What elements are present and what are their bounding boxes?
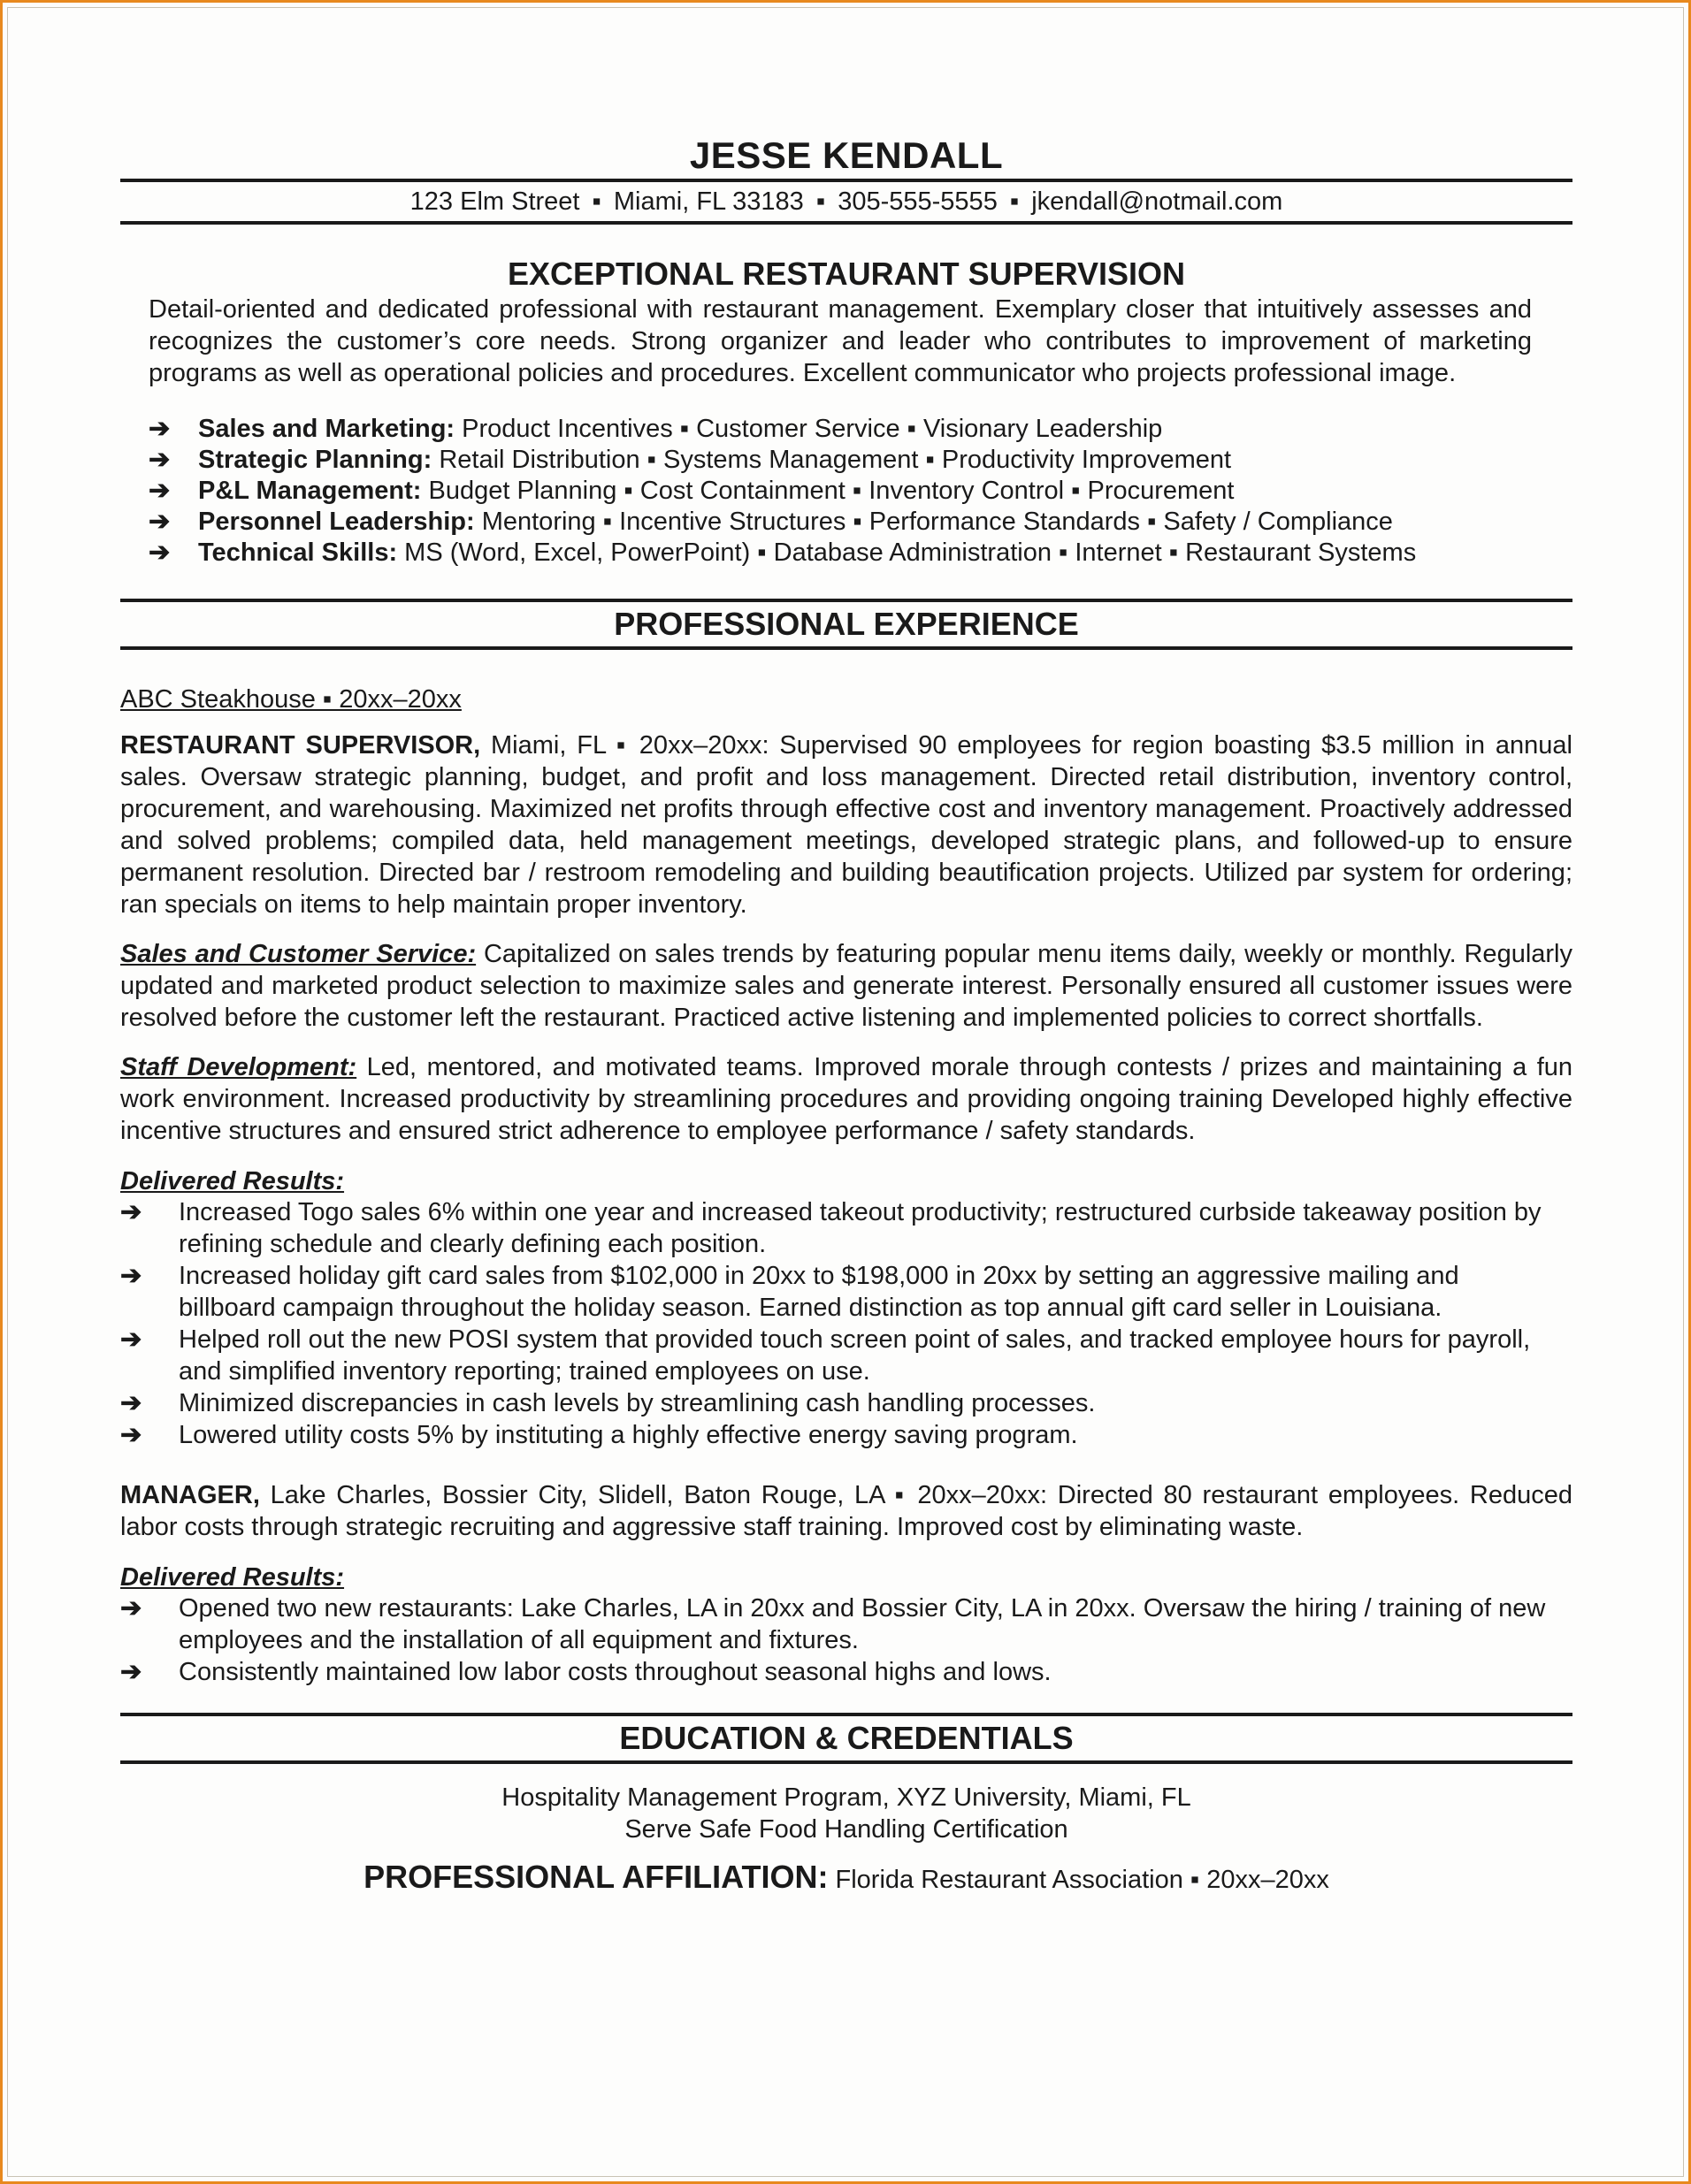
contact-line — [120, 182, 1572, 221]
summary-text: Detail-oriented and dedicated professional with restaurant management. Exemplary closer that intuitively assesses and recognizes the customer’s core needs. Strong organizer and leader who contributes to improvement of marketing programs as well as operational policies and procedures. Excellent communicator who projects professional image. — [149, 295, 1532, 387]
supervisor-paragraph — [120, 729, 1572, 920]
staff-paragraph — [120, 1051, 1572, 1147]
result-text: Lowered utility costs 5% by instituting a highly effective energy saving program. — [179, 1421, 1078, 1449]
arrow-icon: ➔ — [120, 1198, 142, 1226]
arrow-icon: ➔ — [120, 1325, 142, 1354]
candidate-name: JESSE KENDALL — [689, 134, 1004, 176]
results-heading: Delivered Results: — [120, 1563, 345, 1592]
skill-items: Mentoring ▪ Incentive Structures ▪ Performance Standards ▪ Safety / Compliance — [474, 508, 1393, 536]
skill-label: P&L Management: — [198, 477, 422, 505]
contact-city: Miami, FL 33183 — [613, 187, 804, 216]
resume-document — [120, 133, 1572, 2149]
sales-text: Capitalized on sales trends by featuring popular menu items daily, weekly or monthly. Regularly updated and marketed product selection to maximize sales and generate interest. Personally ensured all customer issues were resolved before the customer left the restaurant. Practiced active listening and implemented policies to correct shortfalls. — [120, 940, 1572, 1032]
header-rule-bottom — [120, 221, 1572, 225]
list-item — [120, 1387, 1572, 1419]
sales-paragraph — [120, 938, 1572, 1034]
arrow-icon: ➔ — [120, 1594, 142, 1623]
manager-paragraph — [120, 1479, 1572, 1543]
list-item — [120, 1260, 1572, 1324]
experience-heading-block — [120, 599, 1572, 650]
staff-text: Led, mentored, and motivated teams. Improved morale through contests / prizes and maintaining a fun work environment. Increased productivity by streamlining procedures and providing ongoing training Developed highly effective incentive structures and ensured strict adherence to employee performance / safety standards. — [120, 1053, 1573, 1145]
result-text: Helped roll out the new POSI system that provided touch screen point of sales, and tracked employee hours for payroll, and simplified inventory reporting; trained employees on use. — [179, 1325, 1531, 1386]
education-heading-block — [120, 1713, 1572, 1764]
contact-separator: ▪ — [592, 187, 601, 216]
affiliation-text: Florida Restaurant Association ▪ 20xx–20xx — [828, 1866, 1329, 1894]
education-program: Hospitality Management Program, XYZ University, Miami, FL — [501, 1783, 1191, 1812]
skill-item — [149, 538, 1572, 569]
list-item — [120, 1592, 1572, 1656]
list-item — [120, 1324, 1572, 1387]
skill-item — [149, 476, 1572, 507]
section-rule — [120, 1760, 1572, 1764]
result-text: Increased holiday gift card sales from $102,000 in 20xx to $198,000 in 20xx by setting an aggressive mailing and billboard campaign throughout the holiday season. Earned distinction as top annual gift card seller in Louisiana. — [179, 1262, 1459, 1322]
experience-title: PROFESSIONAL EXPERIENCE — [614, 606, 1079, 642]
arrow-icon: ➔ — [149, 477, 171, 505]
results-list — [120, 1592, 1572, 1688]
skill-label: Technical Skills: — [198, 538, 398, 567]
contact-separator: ▪ — [1009, 187, 1020, 216]
arrow-icon: ➔ — [149, 446, 171, 474]
results-heading: Delivered Results: — [120, 1167, 345, 1195]
sales-heading: Sales and Customer Service: — [120, 940, 477, 968]
skill-items: Product Incentives ▪ Customer Service ▪ Visionary Leadership — [455, 415, 1163, 443]
arrow-icon: ➔ — [120, 1262, 142, 1290]
affiliation-label: PROFESSIONAL AFFILIATION: — [363, 1859, 829, 1895]
staff-heading: Staff Development: — [120, 1053, 357, 1081]
contact-phone: 305-555-5555 — [838, 187, 998, 216]
skill-items: MS (Word, Excel, PowerPoint) ▪ Database Administration ▪ Internet ▪ Restaurant Systems — [397, 538, 1417, 567]
result-text: Opened two new restaurants: Lake Charles, LA in 20xx and Bossier City, LA in 20xx. Oversaw the hiring / training of new employees and the installation of all equipment and fixtures. — [179, 1594, 1546, 1654]
arrow-icon: ➔ — [120, 1421, 142, 1449]
skill-label: Sales and Marketing: — [198, 415, 455, 443]
skill-item — [149, 507, 1572, 538]
affiliation-line — [120, 1859, 1572, 1898]
arrow-icon: ➔ — [149, 538, 171, 567]
arrow-icon: ➔ — [149, 415, 171, 443]
results-list — [120, 1196, 1572, 1451]
summary-headline: EXCEPTIONAL RESTAURANT SUPERVISION — [507, 256, 1186, 292]
contact-separator: ▪ — [815, 187, 826, 216]
result-text: Consistently maintained low labor costs throughout seasonal highs and lows. — [179, 1658, 1052, 1686]
skill-items: Retail Distribution ▪ Systems Management ▪ Productivity Improvement — [432, 446, 1232, 474]
skill-items: Budget Planning ▪ Cost Containment ▪ Inventory Control ▪ Procurement — [421, 477, 1235, 505]
skill-item — [149, 445, 1572, 476]
skills-list — [149, 414, 1572, 569]
list-item — [120, 1196, 1572, 1260]
manager-role: MANAGER, — [120, 1481, 260, 1509]
section-rule — [120, 646, 1572, 650]
manager-text: Lake Charles, Bossier City, Slidell, Baton Rouge, LA ▪ 20xx–20xx: Directed 80 restaurant employees. Reduced labor costs through strategic recruiting and aggressive staff training. Improved cost by eliminating waste. — [120, 1481, 1572, 1541]
arrow-icon: ➔ — [149, 508, 171, 536]
result-text: Increased Togo sales 6% within one year and increased takeout productivity; restructured curbside takeaway position by refining schedule and clearly defining each position. — [179, 1198, 1542, 1258]
company-line: ABC Steakhouse ▪ 20xx–20xx — [120, 685, 462, 714]
skill-label: Strategic Planning: — [198, 446, 432, 474]
contact-street: 123 Elm Street — [409, 187, 580, 216]
list-item — [120, 1656, 1572, 1688]
skill-label: Personnel Leadership: — [198, 508, 475, 536]
list-item — [120, 1419, 1572, 1451]
supervisor-role: RESTAURANT SUPERVISOR, — [120, 731, 481, 760]
education-title: EDUCATION & CREDENTIALS — [619, 1720, 1074, 1756]
contact-email: jkendall@notmail.com — [1031, 187, 1283, 216]
education-certification: Serve Safe Food Handling Certification — [624, 1815, 1068, 1844]
arrow-icon: ➔ — [120, 1389, 142, 1417]
result-text: Minimized discrepancies in cash levels by streamlining cash handling processes. — [179, 1389, 1096, 1417]
skill-item — [149, 414, 1572, 445]
supervisor-text: Miami, FL ▪ 20xx–20xx: Supervised 90 employees for region boasting $3.5 million in annual sales. Oversaw strategic planning, budget, and profit and loss management. Directed retail distribution, inventory control, procurement, and warehousing. Maximized net profits through effective cost and inventory management. Proactively addressed and solved problems; compiled data, held management meetings, developed strategic plans, and followed-up to ensure permanent resolution. Directed bar / restroom remodeling and building beautification projects. Utilized par system for ordering; ran specials on items to help maintain proper inventory. — [120, 731, 1572, 919]
arrow-icon: ➔ — [120, 1658, 142, 1686]
